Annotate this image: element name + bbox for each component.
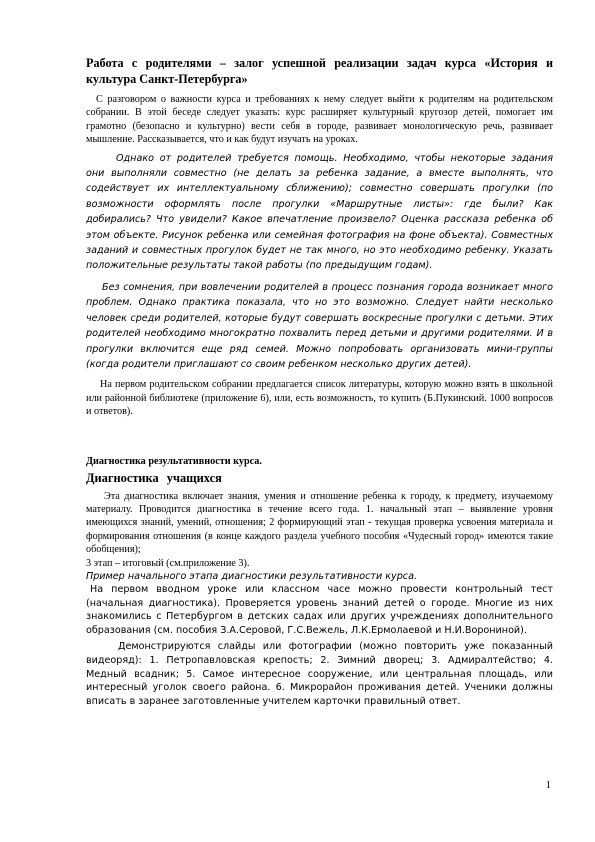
paragraph-parent-meeting: С разговором о важности курса и требованиях к нему следует выйти к родителям на родительском собрании. В этой беседе следует указать: курс расширяет культурный кругозор детей, помогает им грамотно (безопасно и культурно) вести себя в городе, развивает монологическую речь, развивает мышление. Рассказывается, что и как будут изучать на уроках. xyxy=(86,94,553,146)
heading-example-initial-stage: Пример начального этапа диагностики результативности курса. xyxy=(86,570,418,582)
heading-pupil-diagnostics: Диагностика учащихся xyxy=(86,470,222,485)
paragraph-control-test: На первом вводном уроке или классном часе можно провести контрольный тест (начальная диагностика). Проверяется уровень знаний детей о городе. Многие из них знакомились с Петербургом в детских садах или других учреждениях дополнительного образования (см. пособия З.А.Серовой, Г.С.Вежель, Л.К.Ермолаевой и Н.И.Ворониной). xyxy=(86,583,553,636)
page-content xyxy=(86,55,553,708)
page-title: Работа с родителями – залог успешной реализации задач курса «История и культура Санкт-Петербурга» xyxy=(86,56,553,86)
paragraph-slides-demo: Демонстрируются слайды или фотографии (можно повторить уже показанный видеоряд): 1. Петропавловская крепость; 2. Зимний дворец; 3. Адмиралтейство; 4. Медный всадник; 5. Самое интересное сооружение, или центральная площадь, или интересный уголок своего района. 6. Микрорайон проживания детей. Ученики должны вписать в заранее заготовленные учителем карточки правильный ответ. xyxy=(86,641,553,707)
paragraph-parent-help: Однако от родителей требуется помощь. Необходимо, чтобы некоторые задания они выполняли совместно (не делать за ребенка задание, а вместе выполнять, что содействует их интеллектуальному сближению); совместно совершать прогулки (по возможности оформлять после прогулки «Маршрутные листы»: где были? Как добирались? Что увидели? Какое впечатление произвело? Оценка рассказа ребенка об этом объекте. Рисунок ребенка или семейная фотография на фоне объекта). Совместных заданий и совместных прогулок будет не так много, но это необходимо ребенку. Указать положительные результаты такой работы (по предыдущим годам). xyxy=(86,152,553,272)
paragraph-parent-involvement: Без сомнения, при вовлечении родителей в процесс познания города возникает много проблем. Однако практика показала, что но это возможно. Следует найти несколько человек среди родителей, которые будут совершать воскресные прогулки с детьми. Этих родителей необходимо многократно похвалить перед детьми и другими родителями. И в прогулки включится еще ряд семей. Можно попробовать организовать мини-группы (когда родители приглашают со своим ребенком несколько других детей). xyxy=(86,281,553,370)
page-number: 1 xyxy=(545,780,551,791)
paragraph-literature-list: На первом родительском собрании предлагается список литературы, которую можно взять в школьной или районной библиотеке (приложение 6), или, есть возможность, то купить (Б.Пукинский. 1000 вопросов и ответов). xyxy=(86,379,553,418)
heading-course-diagnostics: Диагностика результативности курса. xyxy=(86,455,262,467)
paragraph-final-stage: 3 этап – итоговый (см.приложение 3). xyxy=(86,557,250,569)
paragraph-diagnostics-stages: Эта диагностика включает знания, умения и отношение ребенка к городу, к предмету, изучаемому материалу. Проводится диагностика в течение всего года. 1. начальный этап – выявление уровня имеющихся знаний, умений, отношения; 2 формирующий этап - текущая проверка усвоения материала и формирования отношения (в конце каждого раздела учебного пособия «Чудесный город» имеются такие обобщения); xyxy=(86,490,553,556)
